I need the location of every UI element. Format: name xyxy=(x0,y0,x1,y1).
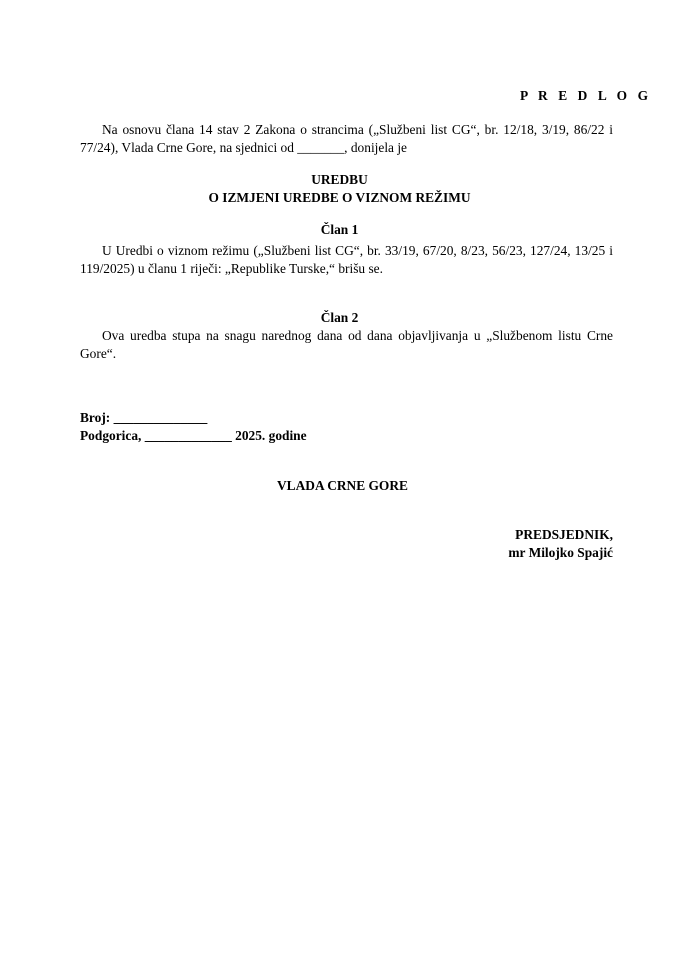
decree-title: UREDBU xyxy=(311,172,368,187)
decree-subtitle: O IZMJENI UREDBE O VIZNOM REŽIMU xyxy=(208,190,471,205)
signatory-title: PREDSJEDNIK, xyxy=(515,527,613,542)
government-name: VLADA CRNE GORE xyxy=(277,478,408,493)
article-1-heading: Član 1 xyxy=(320,222,359,237)
place-label: Podgorica, xyxy=(80,428,142,443)
article-1-text: U Uredbi o viznom režimu („Službeni list CG“, br. 33/19, 67/20, 8/23, 56/23, 127/24, 13/25 i 119/2025) u članu 1 riječi: „Republike Turske,“ brišu se. xyxy=(80,243,613,277)
preamble-paragraph: Na osnovu člana 14 stav 2 Zakona o strancima („Službeni list CG“, br. 12/18, 3/19, 86/22 i 77/24), Vlada Crne Gore, na sjednici od _______, donijela je xyxy=(80,122,613,156)
date-line xyxy=(80,428,307,444)
broj-blank: ______________ xyxy=(113,410,208,425)
draft-label: P R E D L O G xyxy=(520,88,652,103)
signatory-name: mr Milojko Spajić xyxy=(508,545,613,560)
article-2-text: Ova uredba stupa na snagu narednog dana od dana objavljivanja u „Službenom listu Crne Gore“. xyxy=(80,328,613,362)
date-blank: _____________ xyxy=(144,428,232,443)
broj-line xyxy=(80,410,207,426)
year-text: 2025. godine xyxy=(235,428,307,443)
broj-label: Broj: xyxy=(80,410,111,425)
article-2-heading: Član 2 xyxy=(320,310,359,325)
